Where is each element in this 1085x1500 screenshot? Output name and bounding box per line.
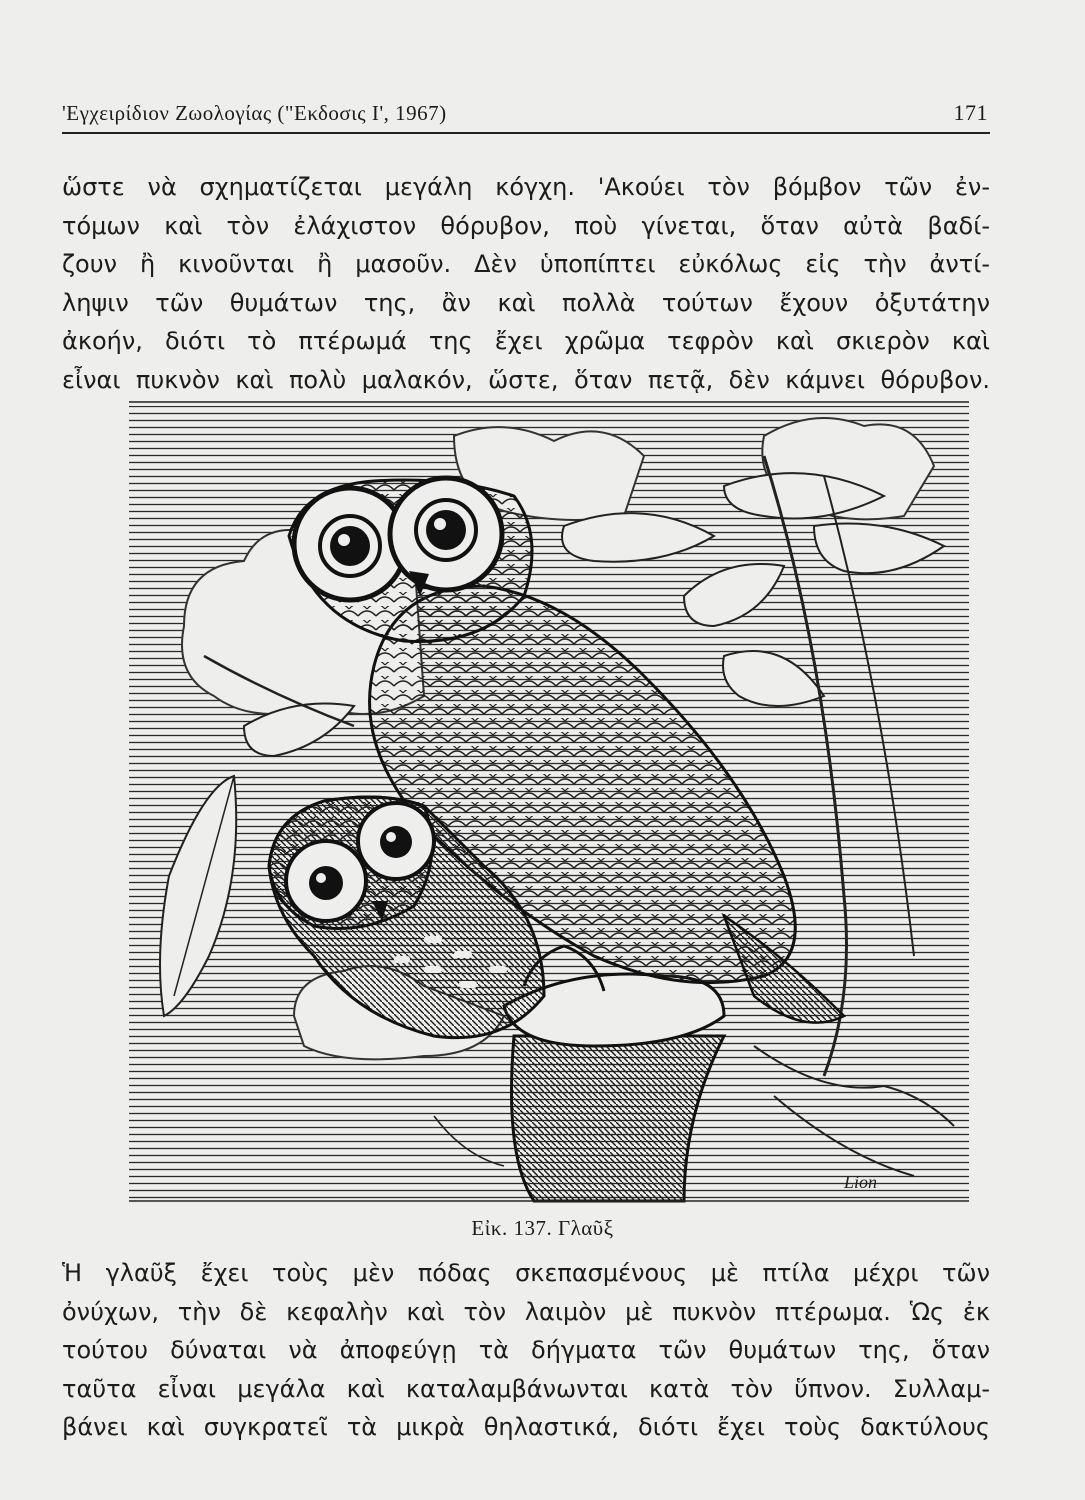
text-line: βάνει καὶ συγκρατεῖ τὰ μικρὰ θηλαστικά, διότι ἔχει τοὺς δακτύλους — [62, 1413, 990, 1441]
page-number: 171 — [953, 100, 988, 125]
text-line: ὥστε νὰ σχηματίζεται μεγάλη κόγχη. 'Ακούει τὸν βόμβον τῶν ἐν- — [62, 173, 990, 201]
artist-signature: Lion — [844, 1172, 878, 1192]
text-line: ὀνύχων, τὴν δὲ κεφαλὴν καὶ τὸν λαιμὸν μὲ πυκνὸν πτέρωμα. Ὡς ἐκ — [62, 1297, 990, 1326]
text-line: ταῦτα εἶναι μεγάλα καὶ καταλαμβάνωνται κατὰ τὸν ὕπνον. Συλλαμ- — [62, 1374, 990, 1403]
figure-caption: Εἰκ. 137. Γλαῦξ — [471, 1216, 614, 1240]
text-line: Ἡ γλαῦξ ἔχει τοὺς μὲν πόδας σκεπασμένους μὲ πτίλα μέχρι τῶν — [62, 1259, 990, 1287]
paragraph-top — [62, 168, 990, 399]
running-header — [62, 98, 990, 134]
paragraph-bottom — [62, 1254, 990, 1447]
book-title: 'Εγχειρίδιον Ζωολογίας ("Εκδοσις Ι', 1967) — [62, 101, 447, 125]
text-line: εἶναι πυκνὸν καὶ πολὺ μαλακόν, ὥστε, ὅταν πετᾷ, δὲν κάμνει θόρυβον. — [62, 365, 990, 394]
text-line: τούτου δύναται νὰ ἀποφεύγῃ τὰ δήγματα τῶν θυμάτων της, ὅταν — [62, 1336, 990, 1364]
text-line: ζουν ἢ κινοῦνται ἢ μασοῦν. Δὲν ὑποπίπτει εὐκόλως εἰς τὴν ἀντί- — [62, 250, 990, 278]
text-line: τόμων καὶ τὸν ἐλάχιστον θόρυβον, ποὺ γίνεται, ὅταν αὐτὰ βαδί- — [62, 211, 990, 240]
text-line: ἀκοήν, διότι τὸ πτέρωμά της ἔχει χρῶμα τεφρὸν καὶ σκιερὸν καὶ — [62, 327, 990, 355]
owl-engraving — [124, 396, 974, 1208]
text-line: ληψιν τῶν θυμάτων της, ἂν καὶ πολλὰ τούτων ἔχουν ὀξυτάτην — [62, 288, 990, 317]
